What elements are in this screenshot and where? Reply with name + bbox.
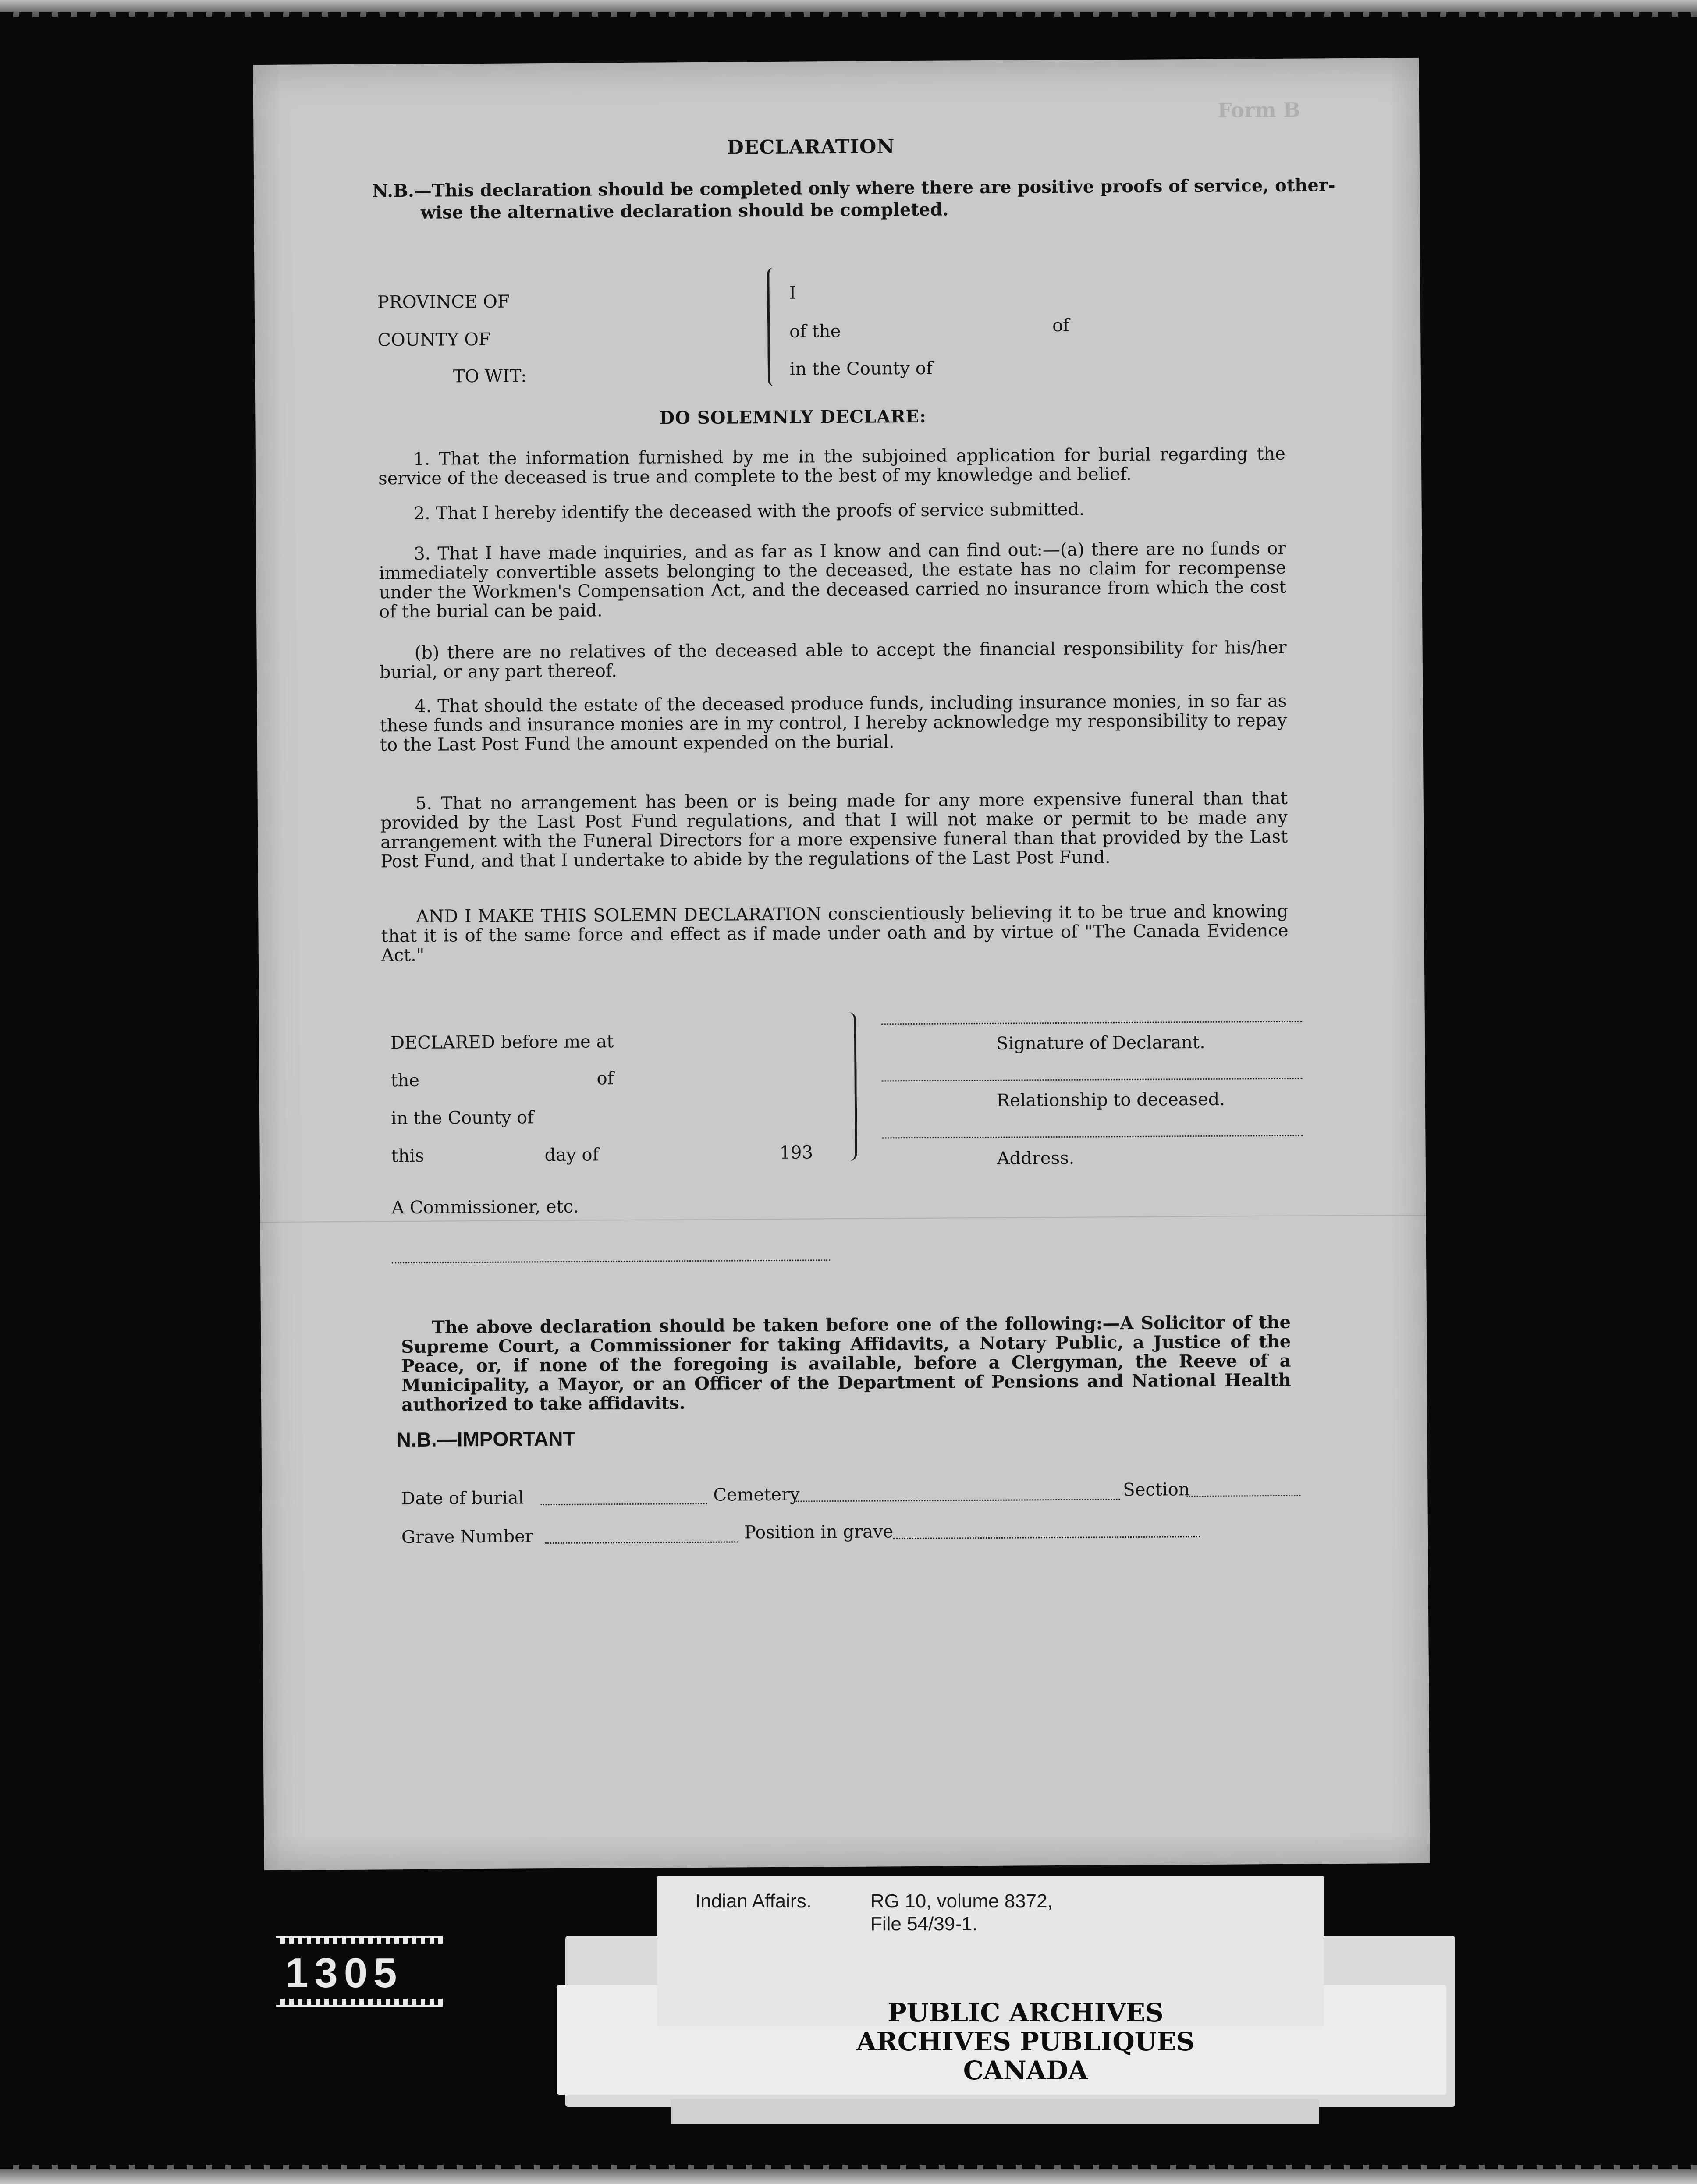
declarant-i-label: I bbox=[789, 283, 796, 303]
county-of-label: COUNTY OF bbox=[377, 329, 491, 351]
of-label-2: of bbox=[596, 1068, 614, 1089]
frame-number-text: 1305 bbox=[285, 1950, 403, 1996]
signature-of-declarant-label: Signature of Declarant. bbox=[996, 1032, 1205, 1054]
cemetery-field bbox=[795, 1499, 1120, 1502]
header-brace bbox=[767, 268, 781, 386]
declaration-page bbox=[253, 58, 1430, 1870]
signature-line bbox=[881, 1021, 1302, 1025]
commissioner-signature-line bbox=[392, 1259, 830, 1263]
film-sprocket-bottom bbox=[0, 2165, 1697, 2169]
date-of-burial-field bbox=[541, 1503, 707, 1505]
declaration-paragraph-3b: (b) there are no relatives of the deceased able to accept the financial responsibility for his/her burial, or any part thereof. bbox=[379, 637, 1287, 683]
province-of-label: PROVINCE OF bbox=[377, 291, 510, 313]
of-label: of bbox=[1052, 315, 1070, 336]
frame-sprocket-bottom bbox=[276, 1999, 443, 2005]
declaration-paragraph-4: 4. That should the estate of the deceased produce funds, including insurance monies, in so far as these funds and insurance monies are in my control, I hereby acknowledge my responsibility to repay to the Last Post Fund the amount expended on the burial. bbox=[380, 691, 1287, 755]
reference-line-1: RG 10, volume 8372, bbox=[870, 1890, 1053, 1912]
grave-number-field bbox=[545, 1541, 738, 1544]
cemetery-label: Cemetery bbox=[713, 1484, 800, 1505]
archive-card-strip bbox=[671, 2099, 1319, 2124]
in-the-county-of-label-2: in the County of bbox=[391, 1107, 534, 1129]
archives-line-2: ARCHIVES PUBLIQUES bbox=[856, 2027, 1195, 2056]
this-label: this bbox=[391, 1145, 424, 1166]
bleed-through-text: Form B bbox=[1217, 98, 1300, 122]
position-in-grave-field bbox=[893, 1536, 1200, 1539]
section-label: Section bbox=[1123, 1479, 1190, 1500]
section-field bbox=[1186, 1495, 1300, 1497]
position-in-grave-label: Position in grave bbox=[744, 1521, 894, 1543]
archives-line-3: CANADA bbox=[963, 2056, 1088, 2085]
solemn-declaration-paragraph: AND I MAKE THIS SOLEMN DECLARATION conscientiously believing it to be true and knowing that it is of the same force and effect as if made under oath and by virtue of "The Canada Evidence Act." bbox=[381, 901, 1289, 966]
important-heading: N.B.—IMPORTANT bbox=[396, 1427, 575, 1451]
film-frame-number bbox=[276, 1936, 443, 2007]
in-the-county-of-label: in the County of bbox=[789, 358, 933, 379]
film-sprocket-top bbox=[0, 12, 1697, 17]
nb-note-line1: N.B.—This declaration should be completed only where there are positive proofs of service, other- bbox=[372, 175, 1335, 202]
signature-brace bbox=[842, 1012, 857, 1161]
declaration-paragraph-5: 5. That no arrangement has been or is being made for any more expensive funeral than that provided by the Last Post Fund regulations, and that I will not make or permit to be made any arrangement with the Funeral Directors for a more expensive funeral than that provided by the Last Post Fund, and that I undertake to abide by the regulations of the Last Post Fund. bbox=[380, 788, 1288, 872]
of-the-label: of the bbox=[789, 321, 841, 342]
declaration-paragraph-1: 1. That the information furnished by me in the subjoined application for burial regarding the service of the deceased is true and complete to the best of my knowledge and belief. bbox=[378, 443, 1286, 489]
authority-note: The above declaration should be taken before one of the following:—A Solicitor of the Supreme Court, a Commissioner for taking Affidavits, a Notary Public, a Justice of the Peace, or, if none of the foregoing is available, before a Clergyman, the Reeve of a Municipality, a Mayor, or an Officer of the Department of Pensions and National Health authorized to take affidavits. bbox=[401, 1312, 1291, 1415]
grave-number-label: Grave Number bbox=[401, 1526, 534, 1548]
nb-note-line2: wise the alternative declaration should be completed. bbox=[420, 199, 949, 223]
page-title: DECLARATION bbox=[727, 135, 895, 159]
archives-line-1: PUBLIC ARCHIVES bbox=[888, 1998, 1164, 2028]
reference-line-2: File 54/39-1. bbox=[870, 1913, 978, 1935]
year-prefix: 193 bbox=[779, 1142, 813, 1163]
relationship-to-deceased-label: Relationship to deceased. bbox=[996, 1089, 1225, 1111]
address-label: Address. bbox=[997, 1148, 1075, 1169]
film-edge-bottom bbox=[0, 2169, 1697, 2184]
declaration-paragraph-2: 2. That I hereby identify the deceased with the proofs of service submitted. bbox=[413, 499, 1085, 524]
declared-before-me-label: DECLARED before me at bbox=[390, 1032, 614, 1053]
film-edge-top bbox=[0, 0, 1697, 12]
frame-sprocket-top bbox=[276, 1938, 443, 1944]
declaration-paragraph-3: 3. That I have made inquiries, and as far as I know and can find out:—(a) there are no funds or immediately convertible assets belonging to the deceased, the estate has no claim for recompense under the Workmen's Compensation Act, and the deceased carried no insurance from which the cost of the burial can be paid. bbox=[379, 538, 1286, 622]
the-label: the bbox=[391, 1070, 420, 1091]
to-wit-label: TO WIT: bbox=[453, 366, 527, 387]
address-line bbox=[882, 1135, 1303, 1139]
department-label: Indian Affairs. bbox=[695, 1890, 812, 1912]
commissioner-label: A Commissioner, etc. bbox=[391, 1196, 579, 1218]
archives-stamp bbox=[666, 1998, 1385, 2085]
day-of-label: day of bbox=[544, 1145, 599, 1166]
do-solemnly-declare-heading: DO SOLEMNLY DECLARE: bbox=[659, 406, 927, 429]
relationship-line bbox=[882, 1078, 1303, 1082]
date-of-burial-label: Date of burial bbox=[401, 1488, 524, 1509]
